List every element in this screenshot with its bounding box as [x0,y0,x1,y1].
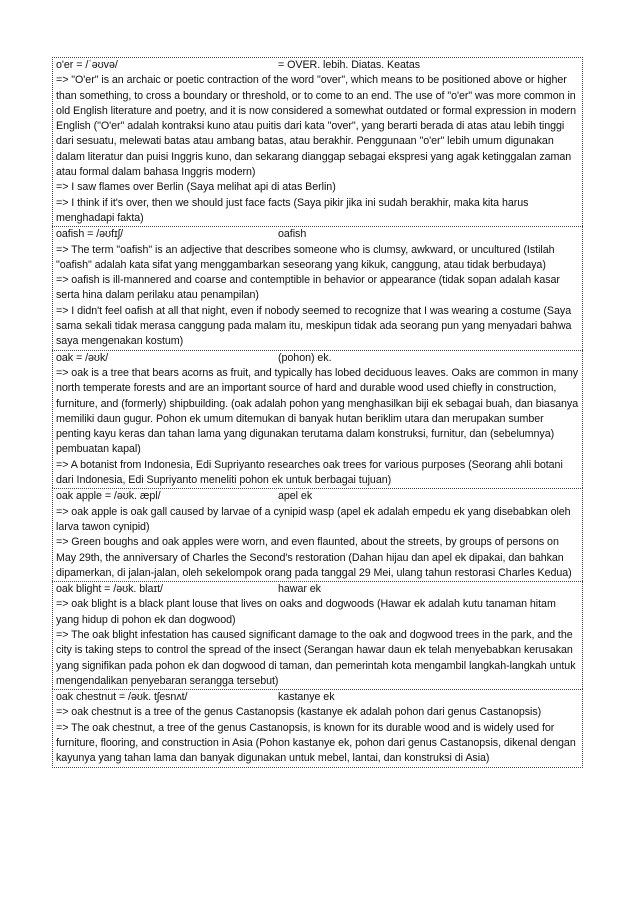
entry-line: => I think if it's over, then we should just face facts (Saya pikir jika ini sudah berakhir, maka kita harus menghadapi fakta) [56,196,529,224]
entry-word: oak = /əʊk/ [56,351,109,364]
entry-word: oak chestnut = /əʊk. tʃesnʌt/ [56,691,188,704]
entry-head [56,351,579,366]
entry-line: => oak chestnut is a tree of the genus Castanopsis (kastanye ek adalah pohon dari genus Castanopsis) [56,706,542,719]
dictionary-entry [52,350,583,489]
entry-meaning: oafish [278,228,307,241]
entry-line: => The oak chestnut, a tree of the genus Castanopsis, is known for its durable wood and is widely used for furniture, flooring, and construction in Asia (Pohon kastanye ek, pohon dari genus Castanopsis, dikenal dengan kayunya yang tahan lama dan banyak digunakan untuk mebel, lantai, dan konstruksi di Asia) [56,721,576,765]
entry-meaning: apel ek [278,490,313,503]
entry-line: => I saw flames over Berlin (Saya melihat api di atas Berlin) [56,181,336,194]
entry-word: oak blight = /əʊk. blaɪt/ [56,583,163,596]
entry-line: => Green boughs and oak apples were worn, and even flaunted, about the streets, by groups of persons on May 29th, the anniversary of Charles the Second's restoration (Dahan hijau dan apel ek dipakai, dan bahkan dipamerkan, di jalan-jalan, oleh sekelompok orang pada tanggal 29 Mei, ulang tahun restorasi Charles Kedua) [56,536,572,579]
dictionary-entries [52,57,583,768]
entry-word: o'er = /ˈəʊvə/ [56,59,118,71]
dictionary-entry [52,226,583,349]
entry-line: => I didn't feel oafish at all that night, even if nobody seemed to recognize that I was wearing a costume (Saya sama sekali tidak merasa canggung pada malam itu, meskipun tidak ada seorang pun yang menyadari bahwa saya mengenakan kostum) [56,304,572,348]
entry-line: => oak blight is a black plant louse that lives on oaks and dogwoods (Hawar ek adalah kutu tanaman hitam yang hidup di pohon ek dan dogwood) [56,598,556,626]
entry-line: => The term "oafish" is an adjective that describes someone who is clumsy, awkward, or uncultured (Istilah "oafish" adalah kata sifat yang menggambarkan seseorang yang kikuk, canggung, atau tidak berbudaya) [56,243,555,271]
entry-head [56,227,579,242]
entry-line: => A botanist from Indonesia, Edi Supriyanto researches oak trees for various purposes (Seorang ahli botani dari Indonesia, Edi Supriyanto meneliti pohon ek untuk berbagai tujuan) [56,458,563,487]
entry-meaning: hawar ek [278,583,321,596]
entry-line: => oak is a tree that bears acorns as fruit, and typically has lobed deciduous leaves. Oaks are common in many north temperate forests and are an important source of hard and durable wood used chiefly in construction, furniture, and (formerly) shipbuilding. (oak adalah pohon yang menghasilkan biji ek sebagai buah, dan biasanya memiliki daun gugur. Pohon ek umum ditemukan di banyak hutan beriklim utara dan merupakan sumber penting kayu keras dan tahan lama yang digunakan terutama dalam konstruksi, furnitur, dan (sebelumnya) pembuatan kapal) [56,366,579,456]
entry-meaning: kastanye ek [278,691,335,704]
entry-meaning: (pohon) ek. [278,351,332,364]
entry-line: => The oak blight infestation has caused significant damage to the oak and dogwood trees in the park, and the city is taking steps to control the spread of the insect (Serangan hawar daun ek telah menyebabkan kerusakan yang signifikan pada pohon ek dan dogwood di taman, dan pemerintah kota mengambil langkah-langkah untuk mengendalikan penyebaran serangga tersebut) [56,628,576,687]
dictionary-entry [52,57,583,226]
entry-head [56,58,579,73]
entry-line: => oafish is ill-mannered and coarse and contemptible in behavior or appearance (tidak sopan adalah kasar serta hina dalam perilaku atau penampilan) [56,274,560,302]
entry-word: oafish = /əʊfɪʃ/ [56,228,124,241]
dictionary-entry [52,581,583,689]
entry-line: => oak apple is oak gall caused by larvae of a cynipid wasp (apel ek adalah empedu ek yang disebabkan oleh larva tawon cynipid) [56,505,571,533]
entry-head [56,690,579,705]
entry-line: => "O'er" is an archaic or poetic contraction of the word "over", which means to be positioned above or higher than something, to cross a boundary or threshold, or to come to an end. The use of "o'er" was more common in old English literature and poetry, and it is now considered a somewhat outdated or formal expression in modern English ("O'er" adalah kontraksi kuno atau puitis dari kata "over", yang berarti berada di atas atau lebih tinggi dari sesuatu, melewati batas atau ambang batas, atau berakhir. Penggunaan "o'er" lebih umum digunakan dalam literatur dan puisi Inggris kuno, dan sekarang dianggap sebagai ekspresi yang agak ketinggalan zaman atau formal dalam bahasa Inggris modern) [56,74,577,179]
dictionary-entry [52,689,583,767]
dictionary-entry [52,488,583,581]
entry-meaning: = OVER. lebih. Diatas. Keatas [278,59,421,71]
entry-head [56,582,579,597]
entry-word: oak apple = /əʊk. æpl/ [56,490,161,503]
entry-head [56,489,579,504]
